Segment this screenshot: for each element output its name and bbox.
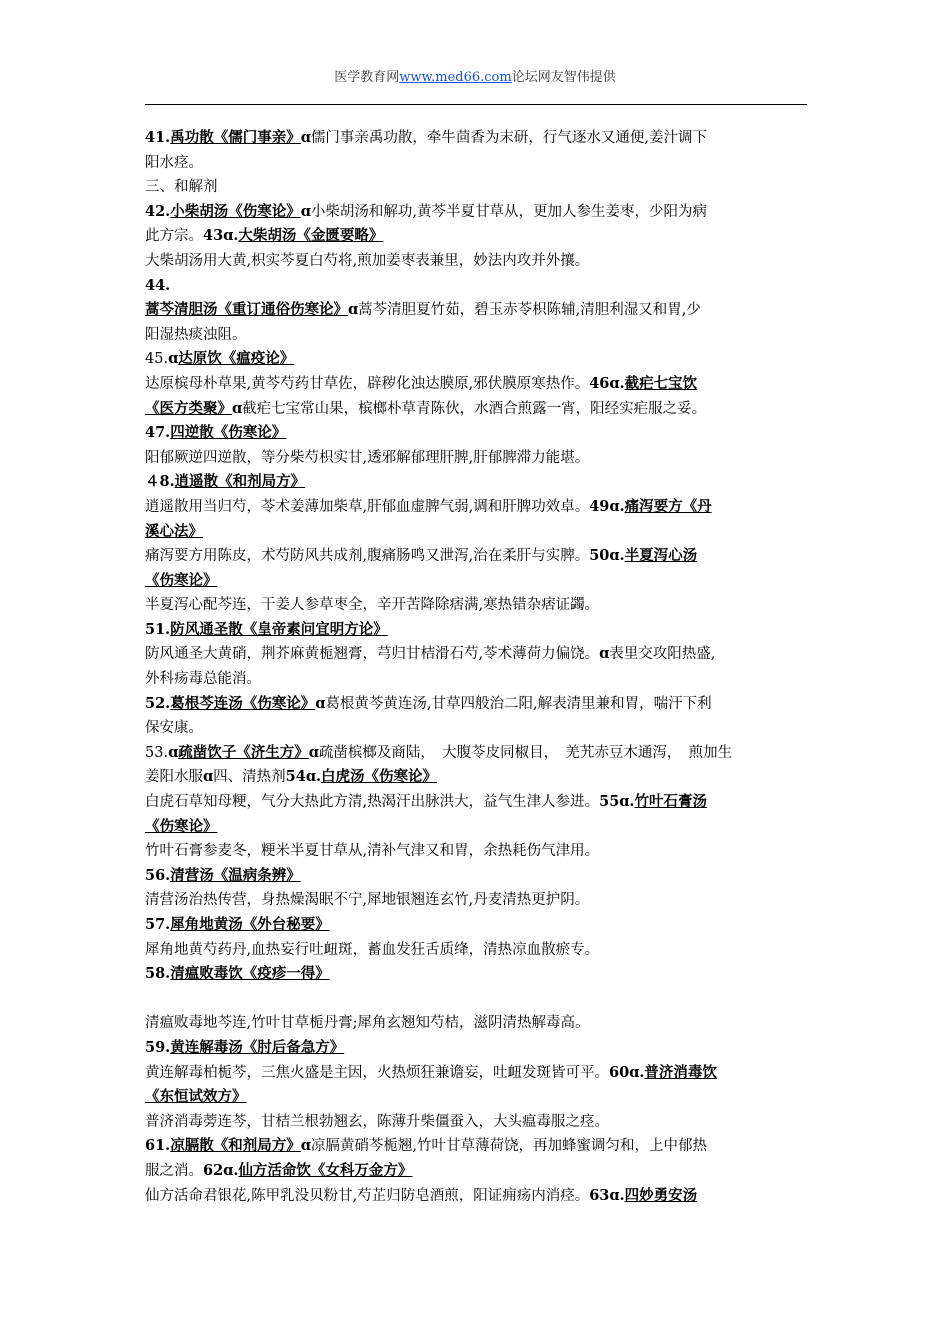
line-text: 阳水痉。 — [145, 154, 203, 171]
entry-number: 43ɑ. — [203, 227, 239, 245]
line-text: 防风通圣大黄硝，荆芥麻黄栀翘膏，芎归甘桔滑石芍,苓术薄荷力偏饶。 — [145, 646, 600, 663]
text-line — [145, 815, 807, 840]
line-text: 三、和解剂 — [145, 179, 218, 196]
entry-number: 51. — [145, 620, 171, 638]
text-line — [145, 618, 807, 643]
line-text: 保安康。 — [145, 720, 203, 737]
line-text: 53. — [145, 744, 169, 761]
formula-title: 犀角地黄汤《外台秘要》 — [170, 916, 330, 933]
text-line — [145, 1110, 807, 1135]
line-text: 清瘟败毒地芩连,竹叶甘草栀丹膏;犀角玄翘知芍桔，滋阴清热解毒高。 — [145, 1015, 590, 1032]
formula-title: 普济消毒饮 — [644, 1063, 717, 1081]
formula-title: 清瘟败毒饮《疫疹一得》 — [170, 965, 330, 983]
page-header — [0, 66, 950, 85]
text-line — [145, 446, 807, 471]
text-line — [145, 1036, 807, 1061]
text-line — [145, 397, 807, 422]
text-line — [145, 888, 807, 913]
line-text: 四、清热剂 — [213, 769, 286, 786]
text-line — [145, 347, 807, 372]
line-text: 截疟七宝常山果，槟榔朴草青陈伙，水酒合煎露一宵，阳经实疟服之妥。 — [242, 400, 707, 417]
line-text: 此方宗。 — [145, 228, 203, 245]
text-line — [145, 200, 807, 225]
line-text: 达原槟母朴草果,黄芩芍药甘草佐，辟秽化浊达膜原,邪伏膜原寒热作。 — [145, 375, 590, 392]
formula-title: 《伤寒论》 — [145, 571, 218, 589]
text-line — [145, 249, 807, 274]
text-line — [145, 1061, 807, 1086]
formula-title: 达原饮《瘟疫论》 — [178, 350, 295, 368]
formula-title: 四妙勇安汤 — [624, 1186, 698, 1204]
line-text: 清营汤治热传营，身热燥渴眠不宁,犀地银翘连玄竹,丹麦清热更护阴。 — [145, 892, 590, 909]
text-line — [145, 938, 807, 963]
entry-number: 50ɑ. — [589, 547, 625, 565]
entry-number: ɑ — [203, 768, 214, 786]
text-line — [145, 569, 807, 594]
line-text: 45. — [145, 351, 169, 368]
formula-title: 凉膈散《和剂局方》 — [170, 1137, 301, 1155]
entry-number: 59. — [145, 1038, 171, 1056]
formula-title: 葛根芩连汤《伤寒论》 — [170, 694, 316, 712]
text-line — [145, 741, 807, 766]
entry-number: 42. — [145, 202, 171, 220]
header-divider — [145, 104, 807, 105]
text-line — [145, 1011, 807, 1036]
line-text: 逍遥散用当归芍，苓术姜薄加柴草,肝郁血虚脾气弱,调和肝脾功效卓。 — [145, 498, 590, 515]
line-text: 阳郁厥逆四逆散，等分柴芍枳实甘,透邪解郁理肝脾,肝郁脾滞力能堪。 — [145, 449, 590, 466]
header-site-name: 医学教育网 — [334, 70, 400, 85]
text-line — [145, 126, 807, 151]
entry-number: ɑ — [168, 350, 179, 368]
text-line — [145, 864, 807, 889]
line-text: 服之消。 — [145, 1162, 203, 1179]
entry-number: 52. — [145, 694, 171, 712]
text-line — [145, 765, 807, 790]
formula-title: 竹叶石膏汤 — [634, 793, 707, 811]
entry-number: ɑ — [300, 129, 311, 146]
line-text: 表里交攻阳热盛, — [609, 646, 716, 663]
line-text: 竹叶石膏参麦冬，粳米半夏甘草从,清补气津又和胃，余热耗伤气津用。 — [145, 843, 600, 860]
text-line — [145, 544, 807, 569]
line-text: 痛泻要方用陈皮，术芍防风共成剂,腹痛肠鸣又泄泻,治在柔肝与实脾。 — [145, 548, 590, 565]
formula-title: 疏凿饮子《济生方》 — [178, 743, 309, 761]
formula-title: 小柴胡汤《伤寒论》 — [170, 202, 301, 220]
entry-number: 62ɑ. — [203, 1161, 239, 1179]
line-text: 半夏泻心配芩连，干姜人参草枣全，辛开苦降除痞满,寒热错杂痞证蠲。 — [145, 597, 600, 614]
formula-title: 蒿芩清胆汤《重订通俗伤寒论》 — [145, 301, 348, 319]
line-text: 疏凿槟榔及商陆， 大腹苓皮同椒目， 羌艽赤豆木通泻， 煎加生 — [318, 744, 733, 761]
entry-number: ４8. — [145, 473, 175, 491]
entry-number: 55ɑ. — [599, 793, 635, 811]
formula-title: 半夏泻心汤 — [624, 547, 698, 565]
formula-title: 白虎汤《伤寒论》 — [321, 768, 438, 786]
formula-title: 溪心法》 — [145, 522, 203, 540]
entry-number: 56. — [145, 866, 171, 884]
formula-title: 黄连解毒汤《肘后备急方》 — [170, 1038, 345, 1056]
header-credit: 论坛网友智伟提供 — [511, 70, 616, 85]
header-site-link[interactable]: www.med66.com — [399, 70, 512, 85]
text-line — [145, 790, 807, 815]
formula-title: 痛泻要方《丹 — [624, 497, 712, 515]
text-line — [145, 692, 807, 717]
line-text: 葛根黄芩黄连汤,甘草四般治二阳,解表清里兼和胃，喘汗下利 — [325, 695, 712, 712]
entry-number: ɑ — [315, 694, 326, 712]
line-text: 白虎石草知母粳，气分大热此方清,热渴汗出脉洪大，益气生津人参进。 — [145, 794, 600, 811]
formula-title: 《伤寒论》 — [145, 817, 218, 835]
entry-number: 61. — [145, 1137, 171, 1155]
document-body — [145, 126, 807, 1208]
line-text: 凉膈黄硝芩栀翘,竹叶甘草薄荷饶，再加蜂蜜调匀和，上中郁热 — [310, 1138, 707, 1155]
line-text: 普济消毒蒡连芩，甘桔兰根勃翘玄，陈薄升柴僵蚕入，大头瘟毒服之痉。 — [145, 1113, 609, 1130]
formula-title: 截疟七宝饮 — [624, 374, 698, 392]
text-line — [145, 372, 807, 397]
text-line — [145, 175, 807, 200]
line-text: 阳湿热痰浊阻。 — [145, 326, 247, 343]
text-line — [145, 716, 807, 741]
line-text: 蒿芩清胆夏竹茹，碧玉赤苓枳陈辅,清胆利湿又和胃,少 — [358, 302, 701, 319]
text-line — [145, 495, 807, 520]
text-line — [145, 987, 807, 1012]
text-line — [145, 642, 807, 667]
text-line — [145, 1184, 807, 1209]
entry-number: 54ɑ. — [285, 768, 322, 786]
entry-number: 46ɑ. — [589, 374, 625, 392]
text-line — [145, 913, 807, 938]
entry-number: 47. — [145, 424, 171, 442]
text-line — [145, 298, 807, 323]
line-text: 黄连解毒柏栀芩，三焦火盛是主因，火热烦狂兼谵妄，吐衄发斑皆可平。 — [145, 1064, 609, 1081]
text-line — [145, 962, 807, 987]
text-line — [145, 323, 807, 348]
line-text: 犀角地黄芍药丹,血热妄行吐衄斑，蓄血发狂舌质绛，清热凉血散瘀专。 — [145, 941, 600, 958]
entry-number: 63ɑ. — [589, 1186, 625, 1204]
entry-number: ɑ — [348, 301, 359, 319]
text-line — [145, 667, 807, 692]
formula-title: 防风通圣散《皇帝素问宜明方论》 — [170, 620, 388, 638]
formula-title: 大柴胡汤《金匮要略》 — [238, 227, 384, 245]
text-line — [145, 593, 807, 618]
entry-number: ɑ — [168, 743, 179, 761]
line-text: 外科疡毒总能消。 — [145, 671, 261, 688]
entry-number: 57. — [145, 916, 171, 933]
line-text: 小柴胡汤和解功,黄芩半夏甘草从，更加人参生姜枣，少阳为病 — [310, 203, 707, 220]
line-text: 儒门事亲禹功散，牵牛茴香为末研，行气逐水又通便,姜汁调下 — [310, 130, 707, 146]
text-line — [145, 1134, 807, 1159]
entry-number: 60ɑ. — [609, 1063, 645, 1081]
formula-title: 仙方活命饮《女科万金方》 — [238, 1161, 413, 1179]
text-line — [145, 151, 807, 176]
text-line — [145, 421, 807, 446]
text-line — [145, 520, 807, 545]
line-text: 大柴胡汤用大黄,枳实芩夏白芍将,煎加姜枣表兼里，妙法内攻并外攘。 — [145, 252, 590, 269]
entry-number: ɑ — [232, 399, 243, 417]
entry-number: 49ɑ. — [589, 497, 625, 515]
text-line — [145, 839, 807, 864]
entry-number: ɑ — [599, 645, 610, 663]
formula-title: 四逆散《伤寒论》 — [170, 424, 287, 442]
text-line — [145, 1159, 807, 1184]
text-line — [145, 274, 807, 299]
text-line — [145, 224, 807, 249]
line-text: 仙方活命君银花,陈甲乳没贝粉甘,芍芷归防皂酒煎，阳证痈疡内消痉。 — [145, 1187, 590, 1204]
entry-number: ɑ — [300, 1137, 311, 1155]
formula-title: 禹功散《儒门事亲》 — [170, 129, 301, 146]
formula-title: 逍遥散《和剂局方》 — [174, 473, 306, 491]
entry-number: 58. — [145, 965, 171, 983]
formula-title: 《东恒试效方》 — [145, 1088, 247, 1106]
entry-number: ɑ — [300, 202, 311, 220]
line-text: 姜阳水服 — [145, 769, 203, 786]
text-line — [145, 470, 807, 495]
formula-title: 《医方类聚》 — [145, 399, 232, 417]
entry-number: 44. — [145, 276, 171, 294]
formula-title: 清营汤《温病条辨》 — [170, 866, 301, 884]
entry-number: ɑ — [308, 743, 319, 761]
text-line — [145, 1085, 807, 1110]
entry-number: 41. — [145, 129, 171, 146]
